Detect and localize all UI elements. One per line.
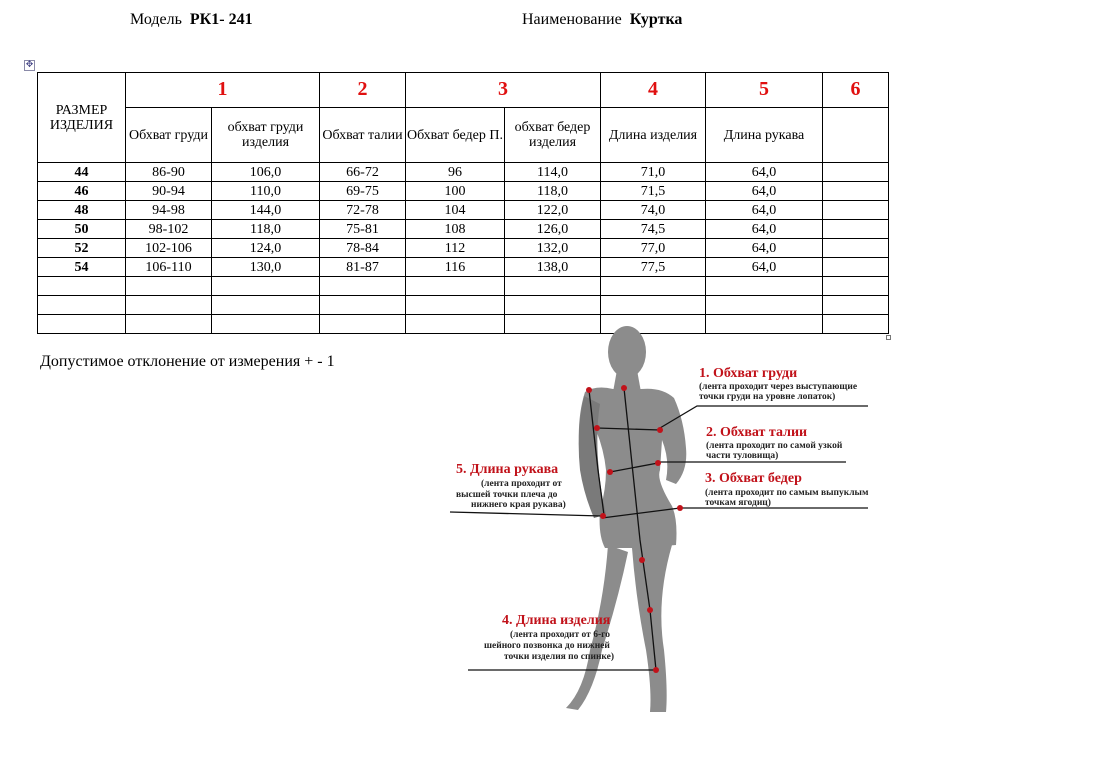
- table-cell: 124,0: [212, 239, 320, 258]
- size-cell: 52: [38, 239, 126, 258]
- column-header: Обхват бедер П.: [406, 108, 505, 163]
- table-cell: 118,0: [505, 182, 601, 201]
- label-title: 1. Обхват груди: [699, 366, 798, 381]
- table-cell: 98-102: [126, 220, 212, 239]
- column-header: Длина рукава: [706, 108, 823, 163]
- table-cell: 90-94: [126, 182, 212, 201]
- table-cell: 132,0: [505, 239, 601, 258]
- model-label: Модель: [130, 11, 182, 28]
- table-cell: 126,0: [505, 220, 601, 239]
- label-title: 3. Обхват бедер: [705, 471, 802, 486]
- table-cell: 112: [406, 239, 505, 258]
- table-cell: 64,0: [706, 201, 823, 220]
- label-line: части туловища): [706, 451, 779, 461]
- label-line: шейного позвонка до нижней: [484, 641, 610, 651]
- table-cell: 102-106: [126, 239, 212, 258]
- label-title: 5. Длина рукава: [456, 462, 559, 477]
- tolerance-note: Допустимое отклонение от измерения + - 1: [40, 353, 335, 370]
- group-number: 2: [357, 77, 368, 100]
- size-cell: 50: [38, 220, 126, 239]
- column-header: Обхват груди: [126, 108, 212, 163]
- table-cell: 100: [406, 182, 505, 201]
- table-cell: 81-87: [320, 258, 406, 277]
- label-line: нижнего края рукава): [471, 500, 566, 510]
- label-waist: [706, 425, 843, 461]
- label-sleeve: [456, 462, 566, 510]
- table-cell: 144,0: [212, 201, 320, 220]
- label-line: точки изделия по спинке): [504, 652, 615, 662]
- table-cell: 64,0: [706, 163, 823, 182]
- size-cell: 48: [38, 201, 126, 220]
- table-cell: 72-78: [320, 201, 406, 220]
- name-label: Наименование: [522, 11, 622, 28]
- table-cell: 75-81: [320, 220, 406, 239]
- label-line: (лента проходит по самой узкой: [706, 441, 843, 451]
- label-chest: [699, 366, 857, 402]
- table-cell: 108: [406, 220, 505, 239]
- table-cell: 106-110: [126, 258, 212, 277]
- table-cell: 64,0: [706, 182, 823, 201]
- size-cell: 44: [38, 163, 126, 182]
- group-number: 3: [498, 77, 508, 100]
- column-header: обхват бедер изделия: [505, 108, 601, 163]
- group-number: 5: [759, 77, 769, 100]
- table-cell: 77,5: [601, 258, 706, 277]
- column-header: Длина изделия: [601, 108, 706, 163]
- table-cell: 77,0: [601, 239, 706, 258]
- table-cell: 96: [406, 163, 505, 182]
- table-cell: 74,5: [601, 220, 706, 239]
- model-value: РК1- 241: [189, 11, 253, 28]
- table-cell: 118,0: [212, 220, 320, 239]
- column-header: обхват груди изделия: [212, 108, 320, 163]
- label-line: (лента проходит по самым выпуклым: [705, 488, 869, 498]
- table-cell: 64,0: [706, 220, 823, 239]
- column-header: Обхват талии: [320, 108, 406, 163]
- label-line: высшей точки плеча до: [456, 490, 558, 500]
- table-cell: 110,0: [212, 182, 320, 201]
- table-cell: 86-90: [126, 163, 212, 182]
- table-cell: 64,0: [706, 258, 823, 277]
- label-length: [484, 613, 614, 662]
- size-cell: 54: [38, 258, 126, 277]
- size-cell: 46: [38, 182, 126, 201]
- label-line: (лента проходит от 6-го: [510, 630, 610, 640]
- table-cell: 69-75: [320, 182, 406, 201]
- label-line: точки груди на уровне лопаток): [699, 392, 836, 402]
- table-cell: 71,0: [601, 163, 706, 182]
- table-cell: 106,0: [212, 163, 320, 182]
- name-value: Куртка: [629, 11, 683, 28]
- label-title: 2. Обхват талии: [706, 425, 808, 440]
- label-hips: [705, 471, 869, 508]
- table-cell: 104: [406, 201, 505, 220]
- label-line: (лента проходит через выступающие: [699, 382, 858, 392]
- group-number: 6: [850, 77, 861, 100]
- table-cell: 116: [406, 258, 505, 277]
- table-cell: 74,0: [601, 201, 706, 220]
- table-cell: 130,0: [212, 258, 320, 277]
- table-cell: 78-84: [320, 239, 406, 258]
- label-line: точкам ягодиц): [705, 498, 771, 508]
- table-cell: 122,0: [505, 201, 601, 220]
- table-cell: 66-72: [320, 163, 406, 182]
- table-cell: 94-98: [126, 201, 212, 220]
- group-number: 4: [648, 77, 658, 100]
- table-cell: 71,5: [601, 182, 706, 201]
- table-cell: 64,0: [706, 239, 823, 258]
- table-cell: 138,0: [505, 258, 601, 277]
- group-number: 1: [217, 77, 228, 100]
- label-line: (лента проходит от: [481, 479, 562, 489]
- table-cell: 114,0: [505, 163, 601, 182]
- table-move-handle-icon[interactable]: ✥: [25, 60, 34, 70]
- size-column-header: РАЗМЕР ИЗДЕЛИЯ: [38, 73, 126, 163]
- label-title: 4. Длина изделия: [502, 613, 611, 628]
